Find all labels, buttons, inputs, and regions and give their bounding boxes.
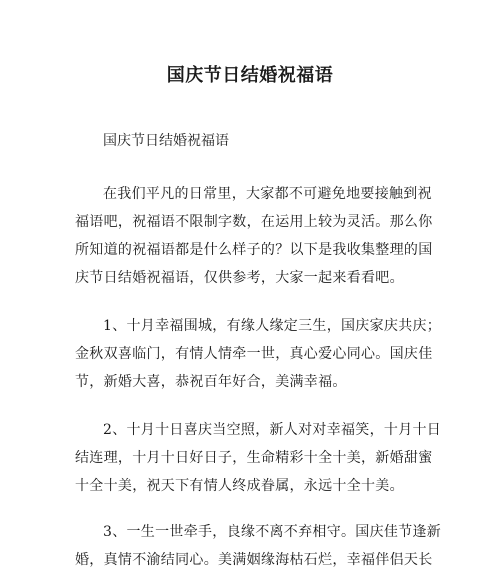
paragraph-line: 婚，真情不渝结同心。美满姻缘海枯石烂，幸福伴侣天长 [75, 552, 433, 568]
document-title: 国庆节日结婚祝福语 [166, 65, 334, 86]
paragraph-line: 3、一生一世牵手，良缘不离不弃相守。国庆佳节逢新 [103, 524, 442, 540]
paragraph-intro [75, 180, 433, 292]
paragraph-line: 在我们平凡的日常里，大家都不可避免地要接触到祝 [103, 186, 432, 202]
paragraph-line: 2、十月十日喜庆当空照，新人对对幸福笑，十月十日 [103, 422, 442, 438]
paragraph-line: 十全十美，祝天下有情人终成眷属，永远十全十美。 [75, 478, 404, 494]
paragraph-blessing-1 [75, 312, 442, 396]
paragraph-line: 庆节日结婚祝福语，仅供参考，大家一起来看看吧。 [75, 270, 404, 286]
paragraph-line: 1、十月幸福围城，有缘人缘定三生，国庆家庆共庆； [103, 318, 442, 334]
paragraph-line: 福语吧，祝福语不限制字数，在运用上较为灵活。那么你 [75, 214, 433, 230]
paragraph-line: 结连理，十月十日好日子，生命精彩十全十美，新婚甜蜜 [75, 450, 433, 466]
paragraph-line: 节，新婚大喜，恭祝百年好合，美满幸福。 [75, 374, 347, 390]
paragraph-line: 金秋双喜临门，有情人情牵一世，真心爱心同心。国庆佳 [75, 346, 433, 362]
paragraph-line: 所知道的祝福语都是什么样子的？以下是我收集整理的国 [75, 242, 433, 258]
document-subtitle: 国庆节日结婚祝福语 [103, 133, 229, 149]
paragraph-blessing-2 [75, 416, 442, 500]
